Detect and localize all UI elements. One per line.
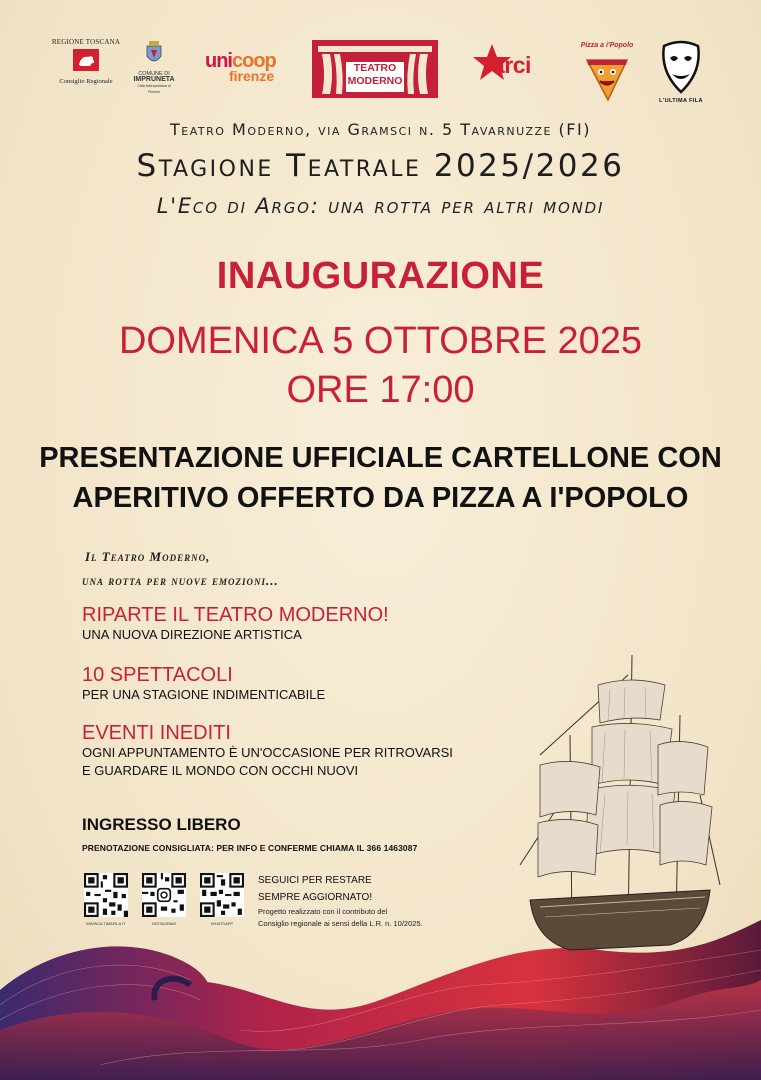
pizza-a-i-popolo-logo (578, 42, 636, 104)
pizza-slice-icon (582, 52, 632, 102)
regione-toscana-emblem-icon (73, 49, 99, 71)
intro-line2: una rotta per nuove emozioni... (82, 573, 279, 588)
qr-codes (84, 873, 244, 931)
ultima-fila-logo (652, 40, 710, 110)
comune-impruneta-logo (132, 40, 176, 95)
teatro-moderno-logo (312, 40, 438, 98)
impruneta-crest-icon (143, 40, 165, 66)
funding-line1: Progetto realizzato con il contributo del (258, 907, 388, 916)
intro-tagline (82, 545, 279, 593)
unicoop-uni-text: uni (205, 50, 232, 72)
highlight-heading: RIPARTE IL TEATRO MODERNO! (82, 604, 389, 626)
qr-code-whatsapp-icon[interactable] (200, 873, 244, 917)
highlight-block (82, 664, 325, 704)
teatro-logo-line1: TEATRO (353, 62, 397, 74)
free-entry-label: INGRESSO LIBERO (82, 815, 241, 834)
qr-caption: WWW.ULTIMAFILA.IT (86, 921, 126, 926)
ultima-fila-text: L'ULTIMA FILA (659, 98, 703, 104)
highlight-heading: 10 SPETTACOLI (82, 664, 233, 686)
booking-info: PRENOTAZIONE CONSIGLIATA: PER INFO E CONFERME CHIAMA IL 366 1463087 (82, 843, 418, 853)
presentation-line1: PRESENTAZIONE UFFICIALE CARTELLONE CON (39, 442, 722, 474)
funding-line2: Consiglio regionale ai sensi della L.R. n. 10/2025. (258, 919, 423, 928)
regione-toscana-logo (46, 38, 126, 85)
unicoop-firenze-text: firenze (229, 68, 275, 84)
presentation-text (0, 438, 761, 518)
unicoop-firenze-logo (205, 52, 285, 83)
arci-text: arci (492, 52, 531, 78)
follow-line1: SEGUICI PER RESTARE (258, 875, 372, 886)
highlight-text: OGNI APPUNTAMENTO È UN'OCCASIONE PER RITROVARSI (82, 745, 453, 760)
highlight-heading: EVENTI INEDITI (82, 722, 231, 744)
qr-caption: INSTAGRAM (152, 921, 176, 926)
impruneta-line1: COMUNE DI (138, 71, 170, 77)
teatro-logo-line2: MODERNO (347, 75, 403, 87)
follow-us-text (258, 872, 372, 906)
event-title: INAUGURAZIONE (216, 255, 545, 297)
theater-mask-icon (658, 40, 704, 96)
season-title: Stagione Teatrale 2025/2026 (136, 148, 625, 184)
follow-line2: SEMPRE AGGIORNATO! (258, 892, 373, 903)
consiglio-regionale-label: Consiglio Regionale (59, 78, 113, 85)
highlight-block (82, 722, 453, 780)
sailing-ship-illustration (500, 645, 730, 975)
regione-toscana-label: REGIONE TOSCANA (51, 38, 121, 46)
funding-note (258, 906, 423, 930)
event-date: DOMENICA 5 OTTOBRE 2025 (118, 320, 643, 362)
impruneta-line2: IMPRUNETA (133, 76, 175, 83)
unicoop-coop-text: coop (232, 50, 276, 72)
highlight-text: PER UNA STAGIONE INDIMENTICABILE (82, 687, 326, 702)
intro-line1: Il Teatro Moderno, (85, 549, 211, 564)
qr-caption: WHATSAPP (210, 921, 234, 926)
highlight-block (82, 604, 389, 644)
qr-code-website-icon[interactable] (84, 873, 128, 917)
qr-code-instagram-icon[interactable] (142, 873, 186, 917)
sponsor-logos (0, 30, 761, 110)
highlight-text: E GUARDARE IL MONDO CON OCCHI NUOVI (82, 763, 359, 778)
pizza-logo-text: Pizza a i'Popolo (580, 42, 634, 49)
presentation-line2: APERITIVO OFFERTO DA PIZZA A I'POPOLO (72, 482, 689, 514)
impruneta-line3: Città Metropolitana di Firenze (137, 84, 171, 94)
arci-logo (472, 40, 558, 96)
highlight-text: UNA NUOVA DIREZIONE ARTISTICA (82, 627, 302, 642)
venue-address: Teatro Moderno, via Gramsci n. 5 Tavarnuzze (FI) (170, 120, 591, 139)
season-subtitle: L'Eco di Argo: una rotta per altri mondi (156, 194, 605, 218)
event-time: ORE 17:00 (286, 369, 475, 411)
